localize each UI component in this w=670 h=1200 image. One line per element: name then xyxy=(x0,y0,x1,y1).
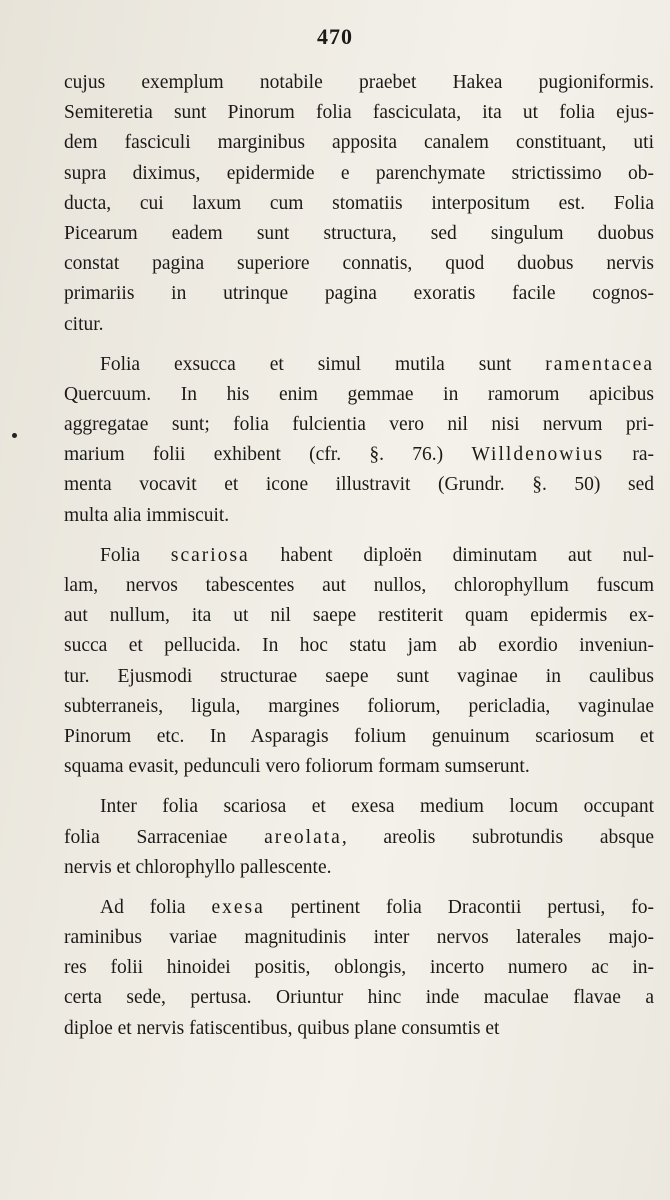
text-line: marium folii exhibent (cfr. §. 76.) Willdenowius ra- xyxy=(64,444,654,466)
text-line: Inter folia scariosa et exesa medium locum occupant xyxy=(100,796,654,818)
text-line: Quercuum. In his enim gemmae in ramorum apicibus xyxy=(64,383,654,405)
spaced-term: ramentacea xyxy=(545,353,654,375)
text-line: lam, nervos tabescentes aut nullos, chlorophyllum fuscum xyxy=(64,575,654,596)
text-line: subterraneis, ligula, margines foliorum, pericladia, vaginulae xyxy=(64,695,654,717)
text-line: cujus exemplum notabile praebet Hakea pugioniformis. xyxy=(64,72,654,93)
paragraph xyxy=(64,792,654,883)
text-line: multa alia immiscuit. xyxy=(64,504,230,526)
text-line: Semiteretia sunt Pinorum folia fasciculata, ita ut folia ejus- xyxy=(64,102,654,124)
spaced-term: areolata xyxy=(264,826,342,848)
paragraph-gap xyxy=(64,340,654,350)
text-line: dem fasciculi marginibus apposita canalem constituant, uti xyxy=(64,132,654,154)
text-line: Folia scariosa habent diploën diminutam aut nul- xyxy=(100,544,654,566)
margin-dot xyxy=(12,433,17,438)
spaced-term: Willdenowius xyxy=(471,444,605,466)
text-line: Folia exsucca et simul mutila sunt ramentacea xyxy=(100,353,654,375)
text-line: supra diximus, epidermide e parenchymate strictissimo ob- xyxy=(64,162,654,184)
paragraph xyxy=(64,541,654,783)
text-line: folia Sarraceniae areolata, areolis subrotundis absque xyxy=(64,826,654,848)
text-line: succa et pellucida. In hoc statu jam ab exordio inveniun- xyxy=(64,635,654,657)
page-number: 470 xyxy=(317,24,353,49)
paragraph-gap xyxy=(64,782,654,792)
paragraph-gap xyxy=(64,883,654,893)
text-line: Ad folia exesa pertinent folia Dracontii pertusi, fo- xyxy=(100,896,654,918)
text-line: nervis et chlorophyllo pallescente. xyxy=(64,856,332,878)
text-line: aggregatae sunt; folia fulcientia vero nil nisi nervum pri- xyxy=(64,414,654,436)
text-line: res folii hinoidei positis, oblongis, incerto numero ac in- xyxy=(64,957,654,979)
paragraph-gap xyxy=(64,531,654,541)
text-line: menta vocavit et icone illustravit (Grundr. §. 50) sed xyxy=(64,474,654,496)
spaced-term: exesa xyxy=(211,896,265,918)
spaced-term: scariosa xyxy=(170,544,250,566)
text-line: constat pagina superiore connatis, quod duobus nervis xyxy=(64,253,654,275)
text-line: primariis in utrinque pagina exoratis facile cognos- xyxy=(64,283,654,305)
text-line: tur. Ejusmodi structurae saepe sunt vaginae in caulibus xyxy=(64,665,654,687)
text-line: Pinorum etc. In Asparagis folium genuinum scariosum et xyxy=(64,725,654,747)
text-line: raminibus variae magnitudinis inter nervos laterales majo- xyxy=(64,927,654,949)
text-line: citur. xyxy=(64,313,104,335)
text-line: aut nullum, ita ut nil saepe restiterit quam epidermis ex- xyxy=(64,605,654,627)
text-line: diploe et nervis fatiscentibus, quibus plane consumtis et xyxy=(64,1017,500,1039)
text-line: squama evasit, pedunculi vero foliorum formam sumserunt. xyxy=(64,756,530,778)
paragraph xyxy=(64,893,654,1044)
text-line: ducta, cui laxum cum stomatiis interpositum est. Folia xyxy=(64,192,654,214)
paragraph xyxy=(64,350,654,531)
paragraph xyxy=(64,68,654,340)
body-text xyxy=(64,68,654,1044)
text-line: Picearum eadem sunt structura, sed singulum duobus xyxy=(64,222,654,244)
text-line: certa sede, pertusa. Oriuntur hinc inde maculae flavae a xyxy=(64,987,654,1009)
